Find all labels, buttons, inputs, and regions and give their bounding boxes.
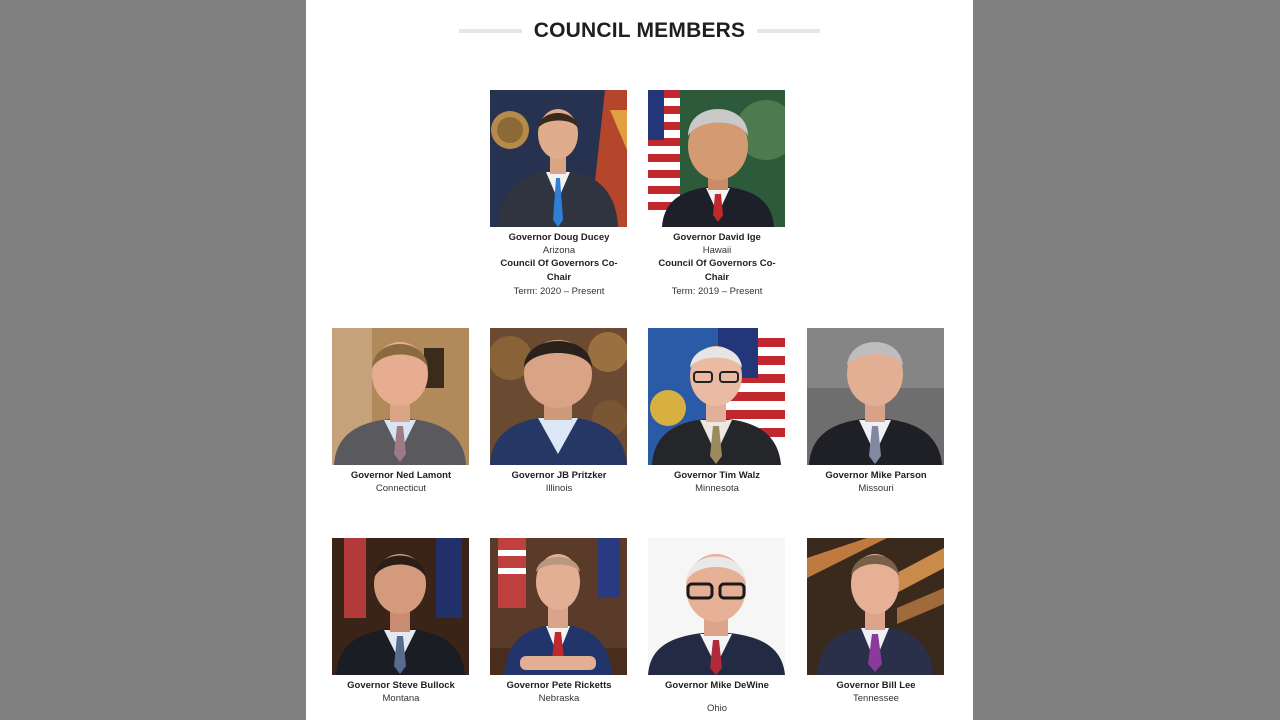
member-name: Governor Steve Bullock bbox=[347, 680, 455, 691]
member-state: Illinois bbox=[545, 483, 573, 494]
member-state: Nebraska bbox=[538, 693, 580, 704]
member-state: Arizona bbox=[542, 245, 576, 256]
member-card-pritzker[interactable] bbox=[490, 328, 628, 495]
member-card-ducey[interactable] bbox=[490, 90, 628, 298]
member-state: Ohio bbox=[706, 703, 728, 714]
member-card-lamont[interactable] bbox=[332, 328, 470, 495]
heading-rule-right bbox=[757, 29, 820, 33]
heading-rule-left bbox=[459, 29, 522, 33]
member-role: Council Of Governors Co-Chair bbox=[500, 258, 618, 283]
portrait-photo[interactable] bbox=[332, 328, 469, 465]
portrait-photo[interactable] bbox=[648, 538, 785, 675]
portrait-photo[interactable] bbox=[648, 328, 785, 465]
member-name: Governor Doug Ducey bbox=[508, 232, 610, 243]
portrait-photo[interactable] bbox=[490, 328, 627, 465]
member-name: Governor Mike DeWine bbox=[665, 680, 769, 691]
portrait-photo[interactable] bbox=[490, 538, 627, 675]
member-name: Governor Ned Lamont bbox=[350, 470, 452, 481]
member-name: Governor Pete Ricketts bbox=[506, 680, 612, 691]
member-card-bullock[interactable] bbox=[332, 538, 470, 705]
portrait-photo[interactable] bbox=[807, 538, 944, 675]
member-state: Tennessee bbox=[853, 693, 899, 704]
content-panel bbox=[306, 0, 973, 720]
member-card-ige[interactable] bbox=[648, 90, 786, 298]
member-name: Governor JB Pritzker bbox=[511, 470, 607, 481]
section-heading bbox=[306, 14, 973, 48]
portrait-photo[interactable] bbox=[807, 328, 944, 465]
member-role: Council Of Governors Co-Chair bbox=[658, 258, 776, 283]
member-term: Term: 2020 – Present bbox=[513, 286, 605, 297]
member-card-dewine[interactable] bbox=[648, 538, 786, 715]
member-card-parson[interactable] bbox=[807, 328, 945, 495]
member-term: Term: 2019 – Present bbox=[671, 286, 763, 297]
member-name: Governor Mike Parson bbox=[825, 470, 927, 481]
member-state: Connecticut bbox=[375, 483, 427, 494]
member-state: Missouri bbox=[858, 483, 894, 494]
member-state: Hawaii bbox=[702, 245, 732, 256]
portrait-photo[interactable] bbox=[648, 90, 785, 227]
portrait-photo[interactable] bbox=[332, 538, 469, 675]
member-name: Governor David Ige bbox=[673, 232, 761, 243]
member-name: Governor Tim Walz bbox=[673, 470, 761, 481]
portrait-photo[interactable] bbox=[490, 90, 627, 227]
section-title: COUNCIL MEMBERS bbox=[533, 19, 746, 42]
member-state: Minnesota bbox=[695, 483, 739, 494]
member-state: Montana bbox=[382, 693, 420, 704]
member-name: Governor Bill Lee bbox=[836, 680, 916, 691]
member-card-ricketts[interactable] bbox=[490, 538, 628, 705]
member-card-lee[interactable] bbox=[807, 538, 945, 705]
member-card-walz[interactable] bbox=[648, 328, 786, 495]
